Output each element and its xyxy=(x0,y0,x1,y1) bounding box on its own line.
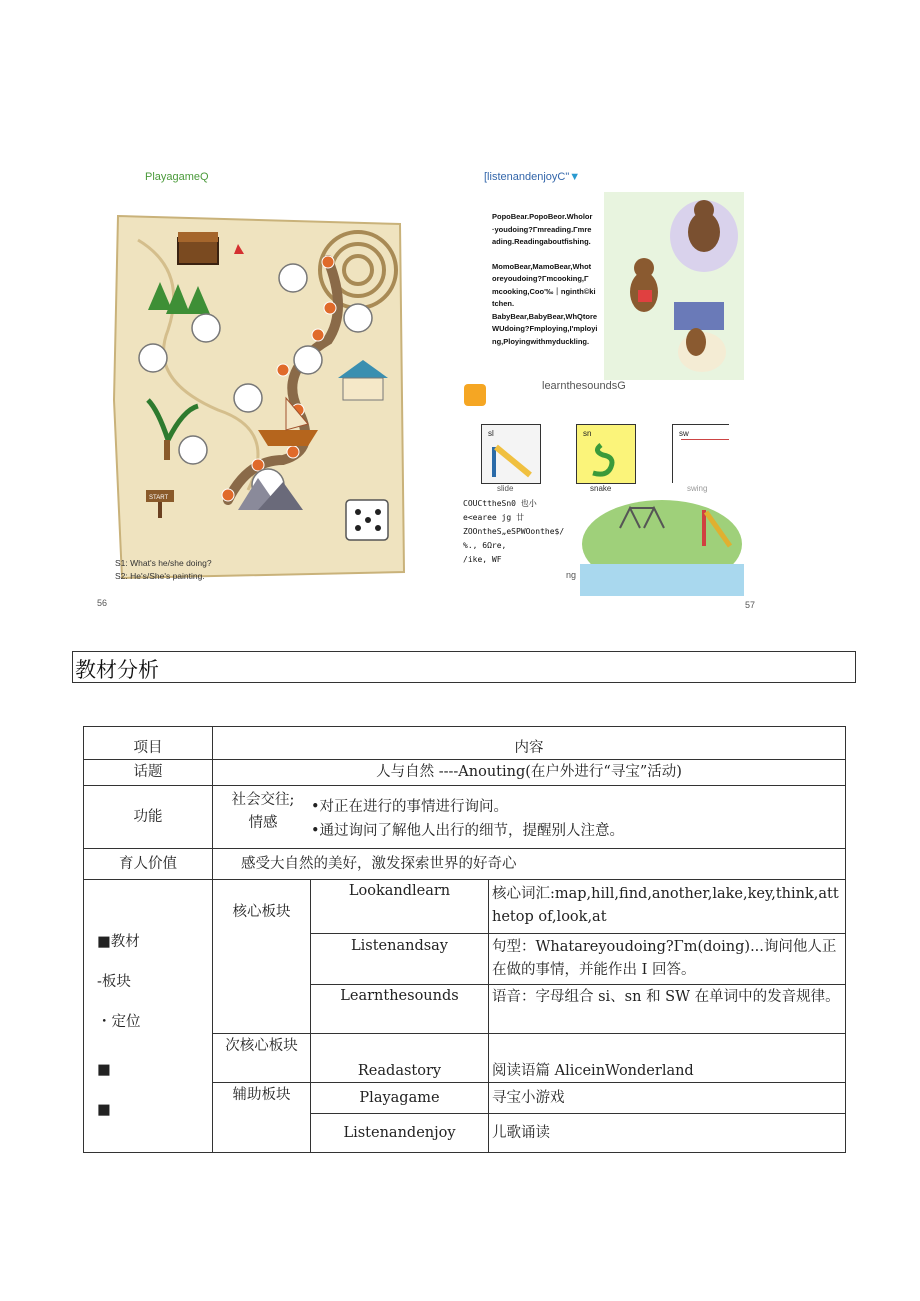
module-name-cell: Lookandlearn xyxy=(311,880,489,934)
dialogue-line-2: S2: He's/She's painting. xyxy=(115,571,205,581)
table-row xyxy=(84,880,846,934)
function-label-cell: 功能 xyxy=(84,786,213,849)
phonics-letters: sw xyxy=(679,429,689,438)
positioning-label-line: ■教材 xyxy=(97,934,140,950)
phonics-word: swing xyxy=(687,484,708,493)
module-desc-cell: 语音：字母组合 si、sn 和 SW 在单词中的发音规律。 xyxy=(489,985,846,1034)
function-line-2: •通过询问了解他人出行的细节，提醒别人注意。 xyxy=(311,823,625,839)
values-value-cell: 感受大自然的美好，激发探索世界的好奇心 xyxy=(213,849,846,880)
function-lines xyxy=(311,795,624,843)
game-dialogue xyxy=(115,557,212,583)
learn-sounds-banner xyxy=(464,382,636,408)
positioning-label-line: -板块 xyxy=(97,974,131,990)
section-heading-box xyxy=(72,651,856,683)
page-number-left: 56 xyxy=(97,598,108,608)
module-desc-cell: 阅读语篇 AliceinWonderland xyxy=(489,1034,846,1083)
triangle-icon: ▼ xyxy=(569,171,581,183)
function-line-1: •对正在进行的事情进行询问。 xyxy=(311,799,509,815)
badge-icon xyxy=(464,384,486,406)
poem-line: MomoBear,MamoBear,Whot xyxy=(492,261,592,271)
auxiliary-label-cell: 辅助板块 xyxy=(213,1083,311,1153)
function-sublabel-2: 情感 xyxy=(248,815,278,831)
poem-line: BabyBear,BabyBear,WhQtore xyxy=(492,311,598,321)
chant-line: e<earee jg 廿 xyxy=(463,513,524,522)
function-sublabel-1: 社会交往; xyxy=(231,792,295,808)
module-desc-cell: 儿歌诵读 xyxy=(489,1114,846,1153)
positioning-label-line: ・定位 xyxy=(97,1014,141,1030)
phonics-card-sw xyxy=(672,424,729,483)
poem-line: mcooking,Coo'‰｜nginth©ki xyxy=(492,286,596,296)
phonics-letters: sl xyxy=(488,429,494,438)
phonics-card-sn xyxy=(576,424,636,484)
chant-line: ZOOntheS„eSPWOonthe$/ xyxy=(463,527,565,536)
poem-line: ng,Ployingwithmyduckling. xyxy=(492,336,590,346)
poem-line: WUdoing?Fmploying,I'mployi xyxy=(492,324,598,333)
phonics-card-sl xyxy=(481,424,541,484)
positioning-label-line: ■ xyxy=(97,1102,111,1118)
section-heading: 教材分析 xyxy=(75,658,159,682)
phonics-letters: sn xyxy=(583,429,592,438)
positioning-label-cell xyxy=(84,880,213,1153)
module-desc-cell: 寻宝小游戏 xyxy=(489,1083,846,1114)
core-label-cell: 核心板块 xyxy=(213,880,311,1034)
listen-and-enjoy-text: [listenandenjoyC" xyxy=(484,171,570,183)
module-name-cell: Readastory xyxy=(311,1034,489,1083)
swing-line xyxy=(681,439,729,440)
table-row xyxy=(84,786,846,849)
topic-value-cell: 人与自然 ----Anouting(在户外进行“寻宝”活动) xyxy=(213,760,846,786)
playground-illustration xyxy=(580,498,744,596)
header-content-cell: 内容 xyxy=(213,727,846,760)
snake-icon xyxy=(587,441,627,479)
poem-line: ading.Readingaboutfishing. xyxy=(492,237,591,246)
treasure-map-illustration xyxy=(108,210,408,585)
poem-line xyxy=(492,249,607,261)
sounds-chant xyxy=(463,497,578,567)
chant-line: /ike, WF xyxy=(463,555,502,564)
module-desc-text: 核心词汇:map,hill,find,another,lake,key,think,atthetop of,look,at xyxy=(492,886,839,925)
poem-line: PopoBear.PopoBeor.Wholor xyxy=(492,212,593,221)
bear-poem xyxy=(492,211,607,348)
values-label-cell: 育人价值 xyxy=(84,849,213,880)
poem-line: tchen. xyxy=(492,299,515,308)
topic-label-cell: 话题 xyxy=(84,760,213,786)
poem-line: ·youdoing?Γmreading.Γmre xyxy=(492,224,592,234)
phonics-word: slide xyxy=(497,484,514,493)
listen-and-enjoy-label xyxy=(484,171,580,183)
poem-line: oreyoudoing?Γmcooking,Γ xyxy=(492,274,589,283)
header-item-cell: 项目 xyxy=(84,727,213,760)
chant-fragment: ng xyxy=(566,570,577,580)
module-name-cell: Learnthesounds xyxy=(311,985,489,1034)
slide-icon xyxy=(486,439,536,479)
function-sublabel xyxy=(218,789,308,835)
play-a-game-label: PlayagameQ xyxy=(145,171,209,183)
page-number-right: 57 xyxy=(745,600,756,610)
function-content-cell xyxy=(213,786,846,849)
chant-line: %., 6Ωre, xyxy=(463,541,507,550)
table-row xyxy=(84,849,846,880)
module-name-cell: Playagame xyxy=(311,1083,489,1114)
module-desc-cell: 句型：Whatareyoudoing?Γm(doing)...询问他人正在做的事情，并能作出 I 回答。 xyxy=(489,934,846,985)
module-name-cell: Listenandenjoy xyxy=(311,1114,489,1153)
table-row xyxy=(84,727,846,760)
positioning-label-line: ■ xyxy=(97,1062,111,1078)
secondary-label-cell: 次核心板块 xyxy=(213,1034,311,1083)
module-desc-cell xyxy=(489,880,846,934)
module-name-cell: Listenandsay xyxy=(311,934,489,985)
table-row xyxy=(84,760,846,786)
chant-line: COUCttheSn0 也小 xyxy=(463,499,537,508)
svg-text:START: START xyxy=(149,495,169,501)
dialogue-line-1: S1: What's he/she doing? xyxy=(115,558,212,568)
positioning-label-lines xyxy=(97,922,141,1130)
analysis-table xyxy=(83,726,846,1153)
learn-the-sounds-label: learnthesoundsG xyxy=(542,380,626,392)
bears-illustration xyxy=(604,192,744,380)
phonics-word: snake xyxy=(590,484,612,493)
